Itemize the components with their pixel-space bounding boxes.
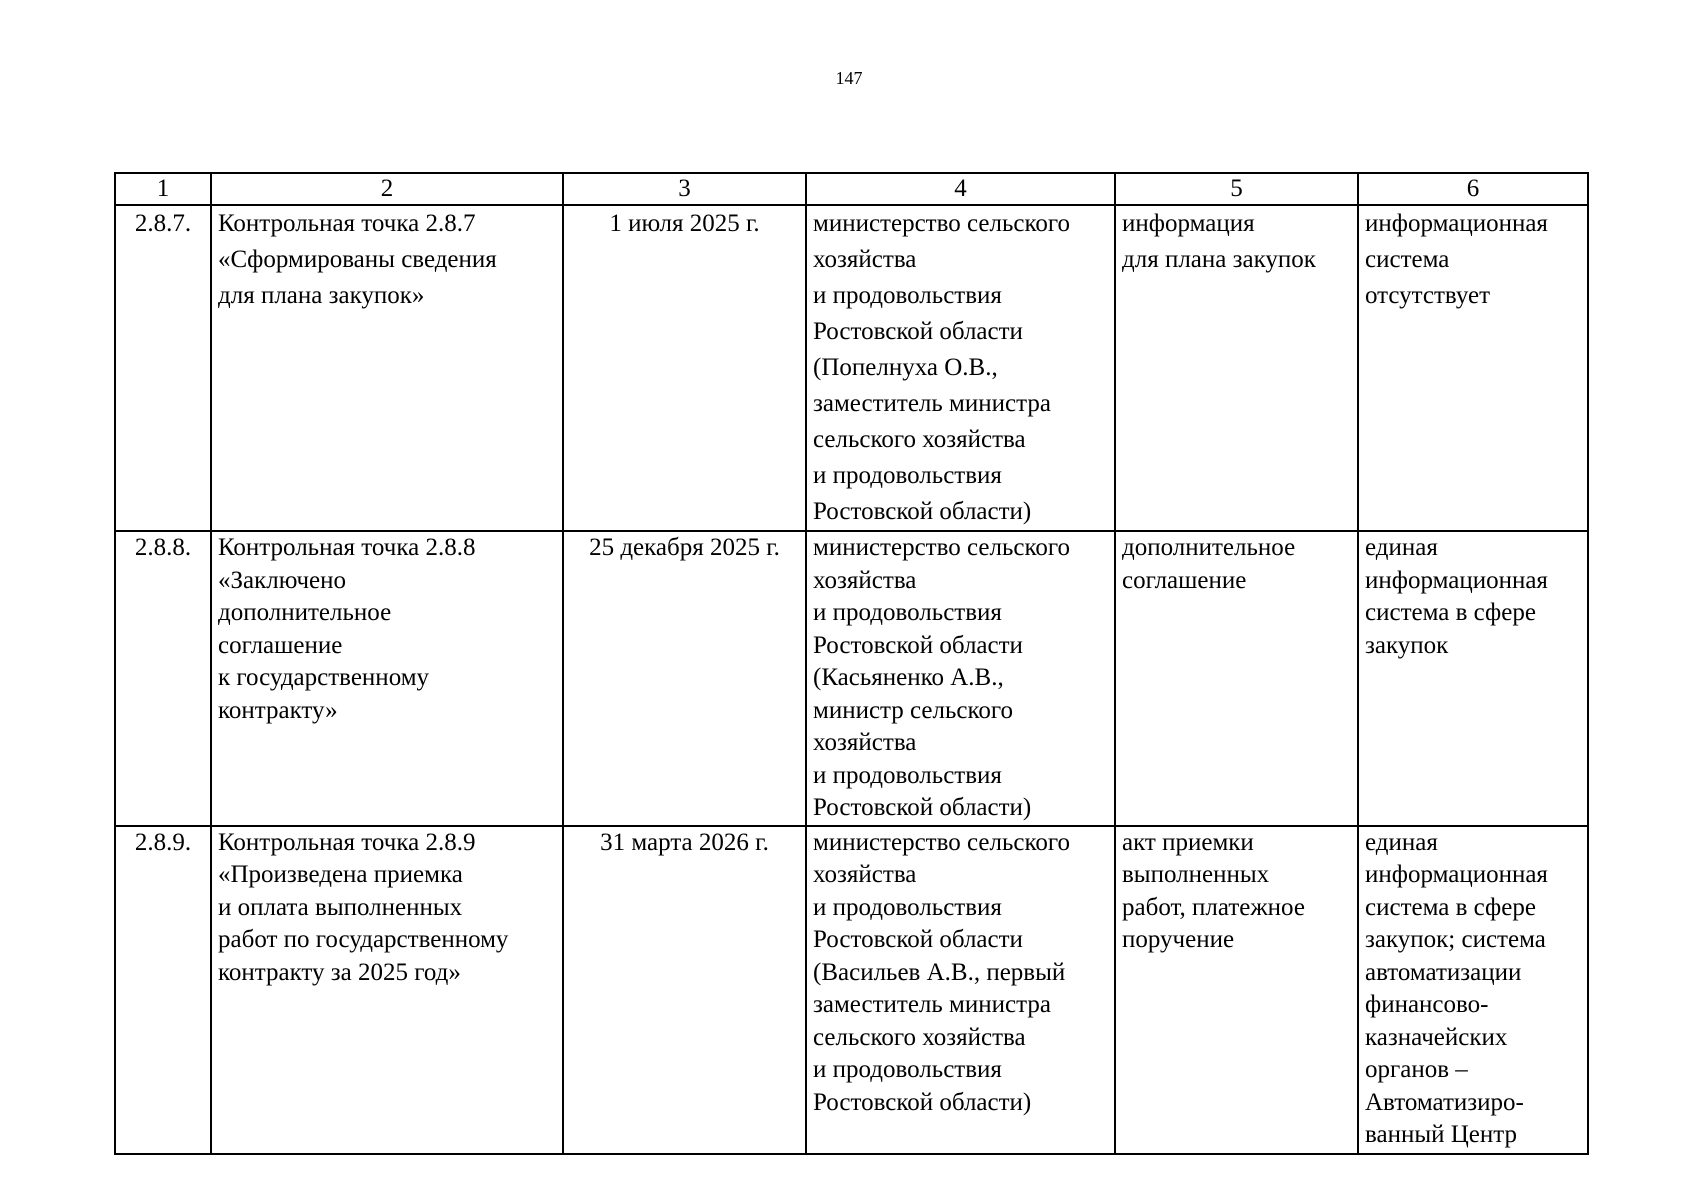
table-row [115,531,1588,826]
responsible-executor: министерство сельского хозяйства и продовольствия Ростовской области (Васильев А.В., первый заместитель министра сельского хозяйства и продовольствия Ростовской области) [806,826,1115,1154]
information-system: единая информационная система в сфере закупок [1358,531,1588,826]
table-row [115,205,1588,531]
control-point-title: Контрольная точка 2.8.9 «Произведена приемка и оплата выполненных работ по государственному контракту за 2025 год» [211,826,563,1154]
row-number: 2.8.9. [115,826,211,1154]
information-system: единая информационная система в сфере закупок; система автоматизации финансово- казначейских органов – Автоматизиро- ванный Центр [1358,826,1588,1154]
column-header-2: 2 [211,173,563,205]
deadline-date: 31 марта 2026 г. [563,826,806,1154]
control-point-title: Контрольная точка 2.8.7 «Сформированы сведения для плана закупок» [211,205,563,531]
control-point-title: Контрольная точка 2.8.8 «Заключено дополнительное соглашение к государственному контракту» [211,531,563,826]
deadline-date: 25 декабря 2025 г. [563,531,806,826]
responsible-executor: министерство сельского хозяйства и продовольствия Ростовской области (Касьяненко А.В., министр сельского хозяйства и продовольствия Ростовской области) [806,531,1115,826]
row-number: 2.8.8. [115,531,211,826]
table-header-row [115,173,1588,205]
column-header-1: 1 [115,173,211,205]
column-header-4: 4 [806,173,1115,205]
deadline-date: 1 июля 2025 г. [563,205,806,531]
column-header-5: 5 [1115,173,1358,205]
page-number: 147 [835,68,863,88]
result-document: информация для плана закупок [1115,205,1358,531]
control-points-table [114,172,1589,1155]
row-number: 2.8.7. [115,205,211,531]
column-header-6: 6 [1358,173,1588,205]
responsible-executor: министерство сельского хозяйства и продовольствия Ростовской области (Попелнуха О.В., заместитель министра сельского хозяйства и продовольствия Ростовской области) [806,205,1115,531]
result-document: дополнительное соглашение [1115,531,1358,826]
information-system: информационная система отсутствует [1358,205,1588,531]
result-document: акт приемки выполненных работ, платежное поручение [1115,826,1358,1154]
table-row [115,826,1588,1154]
column-header-3: 3 [563,173,806,205]
